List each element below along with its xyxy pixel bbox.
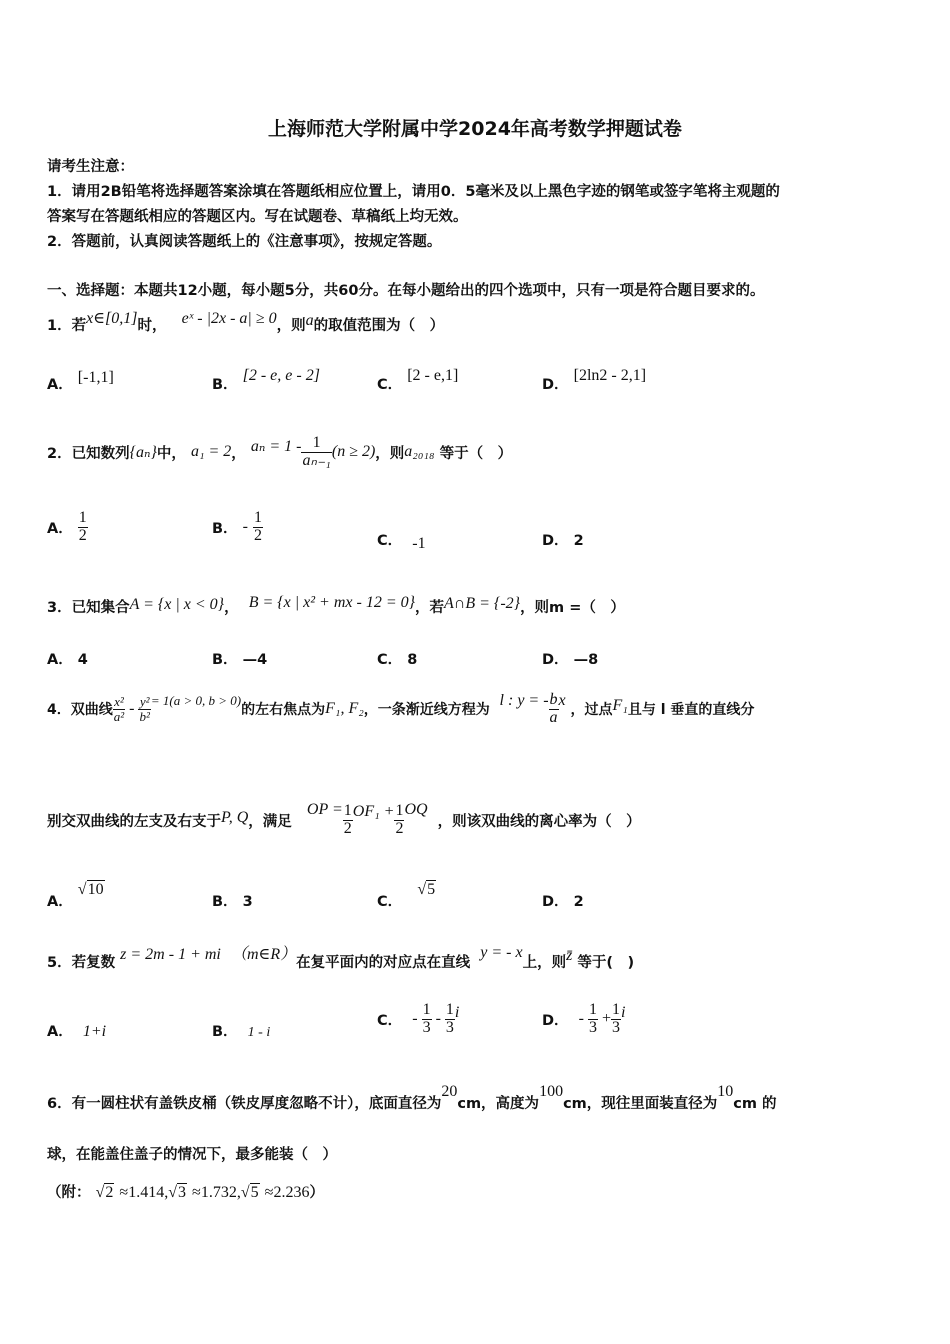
q4-option-d[interactable]: D． 2: [542, 894, 584, 910]
q1-suffix2: 的取值范围为（ ）: [313, 318, 445, 334]
q4-option-c[interactable]: C． √5: [377, 881, 436, 910]
q4-pq: P, Q: [221, 809, 249, 826]
section-heading: 一、选择题：本题共12小题，每小题5分，共60分。在每小题给出的四个选项中，只有一项是符合题目要求的。: [47, 283, 765, 299]
q1-var: a: [305, 312, 314, 329]
q4-mid3: ，过点: [570, 702, 613, 718]
q2-prefix: 2．已知数列: [47, 445, 130, 462]
q6-text-c: cm，现往里面装直径为: [563, 1096, 718, 1112]
q4-suffix2: ，则该双曲线的离心率为（ ）: [437, 813, 641, 830]
q6-ball-diameter: 10: [717, 1083, 734, 1100]
q5-option-c[interactable]: C． - $\frac{1}{3}$ - $\frac{1}{3}$ i: [377, 1000, 460, 1036]
q2-mid: 中，: [156, 445, 186, 462]
q5-mid: 在复平面内的对应点在直线: [296, 955, 471, 971]
q3-comma: ，: [224, 600, 239, 616]
q5-mid2: 上，则: [522, 955, 567, 971]
q6-note-prefix: （附：: [47, 1185, 91, 1201]
q1-option-c[interactable]: C． [2 - e,1]: [377, 367, 459, 393]
q2-option-d[interactable]: D． 2: [542, 533, 584, 549]
q1-suffix1: ，则: [276, 318, 306, 334]
q4-vector-of1: OF₁ +: [352, 803, 395, 820]
q4-mid2: ，一条渐近线方程为: [363, 702, 490, 718]
q2-option-a[interactable]: A． $\frac{1}{2}$: [47, 508, 87, 544]
q4-equation-rest: = 1(a > 0, b > 0): [150, 693, 242, 708]
question-3: [47, 596, 625, 617]
q3-option-d[interactable]: D． —8: [542, 652, 599, 668]
q2-suffix: 等于（ ）: [439, 445, 513, 462]
q4-suffix1: 且与 l 垂直的直线分: [627, 702, 755, 718]
q2-mid2: ，则: [375, 445, 405, 462]
q6-text-a: 6．有一圆柱状有盖铁皮桶（铁皮厚度忽略不计），底面直径为: [47, 1096, 442, 1112]
notice-line-2: 答案写在答题纸相应的答题区内。写在试题卷、草稿纸上均无效。: [47, 209, 468, 225]
q2-condition: (n ≥ 2): [331, 443, 376, 460]
q4-option-a[interactable]: A． √10: [47, 881, 104, 910]
page-title: 上海师范大学附属中学2024年高考数学押题试卷: [268, 118, 682, 140]
q6-text-b: cm，高度为: [457, 1096, 540, 1112]
q5-option-b[interactable]: B． 1 - i: [212, 1024, 271, 1040]
q4-asymptote-x: x: [558, 692, 566, 709]
q1-inequality: eˣ - |2x - a| ≥ 0: [181, 310, 277, 327]
q6-height: 100: [539, 1083, 564, 1100]
q1-option-a[interactable]: A． [-1,1]: [47, 369, 114, 393]
q3-prefix: 3．已知集合: [47, 600, 130, 616]
question-5: [47, 944, 635, 972]
q2-sequence: {aₙ}: [129, 444, 157, 461]
q2-target: a₂₀₁₈: [404, 443, 435, 460]
q5-option-a[interactable]: A． 1+i: [47, 1023, 107, 1040]
q1-option-b[interactable]: B． [2 - e, e - 2]: [212, 367, 320, 393]
q5-prefix: 5．若复数: [47, 955, 116, 971]
q3-mid: ，若: [415, 600, 445, 616]
q3-set-a: A = {x | x < 0}: [129, 596, 225, 613]
q2-comma: ，: [231, 445, 246, 462]
q4-foci: F₁, F₂: [325, 700, 364, 717]
notice-line-3: 2．答题前，认真阅读答题纸上的《注意事项》，按规定答题。: [47, 234, 442, 250]
q4-f1: F₁: [612, 697, 628, 714]
q1-condition: x∈[0,1]: [86, 310, 138, 327]
q1-mid: 时，: [137, 318, 167, 334]
q6-note-suffix: ）: [309, 1185, 324, 1201]
q5-condition: （m∈R）: [230, 946, 297, 963]
q1-option-d[interactable]: D． [2ln2 - 2,1]: [542, 367, 647, 393]
q2-recurrence-frac: $\frac{1}{\text{aₙ₋₁}}$: [302, 433, 331, 469]
q6-text-d: cm 的: [733, 1096, 777, 1112]
notice-line-1: 1．请用2B铅笔将选择题答案涂填在答题纸相应位置上，请用0．5毫米及以上黑色字迹的钢笔或签字笔将主观题的: [47, 184, 780, 200]
q4-prefix: 4．双曲线: [47, 702, 113, 718]
q3-suffix: ，则m =（ ）: [520, 600, 625, 616]
q3-option-c[interactable]: C． 8: [377, 652, 418, 668]
q3-option-a[interactable]: A． 4: [47, 652, 88, 668]
q4-mid1: 的左右焦点为: [241, 702, 326, 718]
question-6-line-1: [47, 1083, 777, 1113]
q2-a1: a₁ = 2: [190, 443, 232, 460]
q4-vector-op: OP =: [306, 801, 343, 818]
q4-line2-prefix: 别交双曲线的左支及右支于: [47, 813, 221, 830]
q4-vector-oq: OQ: [404, 801, 428, 818]
q2-option-b[interactable]: B． - $\frac{1}{2}$: [212, 508, 263, 544]
q3-set-b: B = {x | x² + mx - 12 = 0}: [248, 594, 416, 611]
question-4-line-2: 别交双曲线的左支及右支于 P, Q ，满足 OP = $\frac{1}{2}$ OF₁ + $\frac{1}{2}$ OQ ，则该双曲线的离心率为（ ）: [47, 801, 641, 837]
q4-asymptote: l : y = -: [499, 692, 549, 709]
q2-option-c[interactable]: C． -1: [377, 533, 426, 552]
q3-intersection: A∩B = {-2}: [444, 595, 521, 612]
q5-option-d[interactable]: D． - $\frac{1}{3}$ + $\frac{1}{3}$ i: [542, 1000, 626, 1036]
q5-z: z = 2m - 1 + mi: [120, 946, 221, 963]
q4-mid4: ，满足: [248, 813, 292, 830]
question-6-note: （附： √2 ≈1.414,√3 ≈1.732,√5 ≈2.236）: [47, 1184, 324, 1201]
q4-option-b[interactable]: B． 3: [212, 894, 253, 910]
q2-recurrence-lhs: aₙ = 1 -: [250, 438, 302, 455]
question-4-line-1: 4．双曲线 $\frac{\text{x²}}{\text{a²}}$ - $\frac{\text{y²}}{\text{b²}}$ = 1(a > 0, b > 0) 的左右焦点为 F₁, F₂ ，一条渐近线方程为 l : y = - $\frac{b}{a}$ x ，过点 F₁ 且与 l 垂直的直线分: [47, 690, 755, 726]
q5-zbar: z̄: [566, 947, 573, 964]
q5-line: y = - x: [480, 944, 523, 961]
notice-heading: 请考生注意：: [47, 159, 134, 175]
q6-diameter: 20: [441, 1083, 458, 1100]
question-2: [47, 427, 512, 477]
q5-suffix: 等于( ): [577, 955, 635, 971]
q1-prefix: 1．若: [47, 318, 87, 334]
question-6-line-2: 球，在能盖住盖子的情况下，最多能装（ ）: [47, 1147, 337, 1163]
question-1: [47, 310, 445, 335]
q3-option-b[interactable]: B． —4: [212, 652, 268, 668]
